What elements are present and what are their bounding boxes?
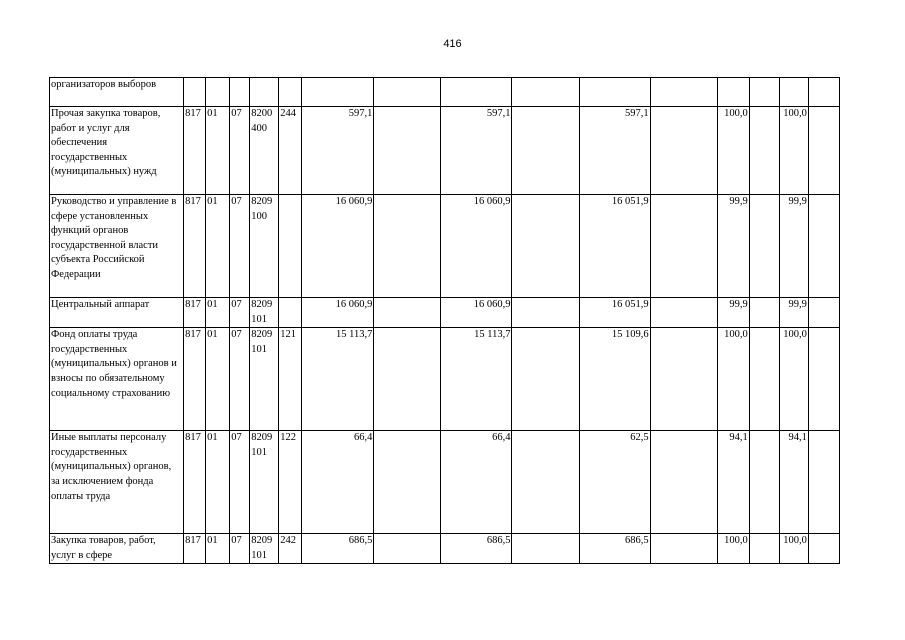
empty-cell xyxy=(650,195,717,298)
executed-amount-cell xyxy=(579,78,650,107)
empty-cell xyxy=(512,431,579,534)
empty-cell xyxy=(650,107,717,195)
section-code-cell: 01 xyxy=(206,107,230,195)
approved-amount-cell xyxy=(302,78,374,107)
percent-plan-cell: 99,9 xyxy=(779,195,808,298)
section-code-cell: 01 xyxy=(206,298,230,328)
percent-plan-cell: 100,0 xyxy=(779,328,808,431)
subsection-code-cell: 07 xyxy=(230,431,250,534)
admin-code-cell: 817 xyxy=(184,107,206,195)
expense-type-cell: 122 xyxy=(279,431,302,534)
executed-amount-cell: 686,5 xyxy=(579,534,650,564)
executed-amount-cell: 16 051,9 xyxy=(579,298,650,328)
executed-amount-cell: 597,1 xyxy=(579,107,650,195)
empty-cell xyxy=(374,534,441,564)
empty-cell xyxy=(808,534,839,564)
empty-cell xyxy=(808,195,839,298)
empty-cell xyxy=(808,107,839,195)
empty-cell xyxy=(749,78,779,107)
empty-cell xyxy=(808,431,839,534)
section-code-cell: 01 xyxy=(206,328,230,431)
expense-type-cell xyxy=(279,195,302,298)
percent-approved-cell: 99,9 xyxy=(717,298,749,328)
admin-code-cell xyxy=(184,78,206,107)
table-row xyxy=(50,534,840,564)
plan-amount-cell: 15 113,7 xyxy=(441,328,512,431)
section-code-cell: 01 xyxy=(206,195,230,298)
admin-code-cell: 817 xyxy=(184,195,206,298)
empty-cell xyxy=(512,195,579,298)
empty-cell xyxy=(374,107,441,195)
percent-plan-cell: 100,0 xyxy=(779,107,808,195)
empty-cell xyxy=(650,78,717,107)
executed-amount-cell: 62,5 xyxy=(579,431,650,534)
percent-approved-cell xyxy=(717,78,749,107)
plan-amount-cell: 16 060,9 xyxy=(441,298,512,328)
target-article-cell xyxy=(250,78,279,107)
table-row xyxy=(50,328,840,431)
section-code-cell: 01 xyxy=(206,431,230,534)
row-name-cell: Центральный аппарат xyxy=(50,298,184,328)
percent-plan-cell: 94,1 xyxy=(779,431,808,534)
table-row xyxy=(50,107,840,195)
row-name-cell: Фонд оплаты труда государственных (муниципальных) органов и взносы по обязательному социальному страхованию xyxy=(50,328,184,431)
subsection-code-cell: 07 xyxy=(230,298,250,328)
plan-amount-cell: 66,4 xyxy=(441,431,512,534)
empty-cell xyxy=(512,534,579,564)
row-name-cell: Иные выплаты персоналу государственных (муниципальных) органов, за исключением фонда оплаты труда xyxy=(50,431,184,534)
subsection-code-cell xyxy=(230,78,250,107)
empty-cell xyxy=(374,195,441,298)
page-number: 416 xyxy=(443,38,462,50)
target-article-cell: 8209 101 xyxy=(250,298,279,328)
empty-cell xyxy=(512,107,579,195)
row-name-cell: Руководство и управление в сфере установленных функций органов государственной власти субъекта Российской Федерации xyxy=(50,195,184,298)
empty-cell xyxy=(808,298,839,328)
target-article-cell: 8209 100 xyxy=(250,195,279,298)
empty-cell xyxy=(749,298,779,328)
approved-amount-cell: 16 060,9 xyxy=(302,298,374,328)
empty-cell xyxy=(650,298,717,328)
empty-cell xyxy=(374,298,441,328)
empty-cell xyxy=(512,78,579,107)
empty-cell xyxy=(512,298,579,328)
row-name-cell: организаторов выборов xyxy=(50,78,184,107)
executed-amount-cell: 16 051,9 xyxy=(579,195,650,298)
empty-cell xyxy=(749,195,779,298)
approved-amount-cell: 16 060,9 xyxy=(302,195,374,298)
percent-approved-cell: 100,0 xyxy=(717,534,749,564)
subsection-code-cell: 07 xyxy=(230,195,250,298)
target-article-cell: 8209 101 xyxy=(250,328,279,431)
subsection-code-cell: 07 xyxy=(230,534,250,564)
row-name-cell: Прочая закупка товаров, работ и услуг для обеспечения государственных (муниципальных) нужд xyxy=(50,107,184,195)
percent-approved-cell: 99,9 xyxy=(717,195,749,298)
admin-code-cell: 817 xyxy=(184,534,206,564)
expense-type-cell: 244 xyxy=(279,107,302,195)
expense-type-cell xyxy=(279,78,302,107)
approved-amount-cell: 686,5 xyxy=(302,534,374,564)
empty-cell xyxy=(374,431,441,534)
subsection-code-cell: 07 xyxy=(230,107,250,195)
empty-cell xyxy=(808,78,839,107)
target-article-cell: 8209 101 xyxy=(250,534,279,564)
section-code-cell: 01 xyxy=(206,534,230,564)
percent-plan-cell xyxy=(779,78,808,107)
empty-cell xyxy=(374,328,441,431)
approved-amount-cell: 66,4 xyxy=(302,431,374,534)
expense-type-cell xyxy=(279,298,302,328)
target-article-cell: 8209 101 xyxy=(250,431,279,534)
admin-code-cell: 817 xyxy=(184,328,206,431)
table-row xyxy=(50,431,840,534)
percent-approved-cell: 94,1 xyxy=(717,431,749,534)
empty-cell xyxy=(374,78,441,107)
admin-code-cell: 817 xyxy=(184,431,206,534)
executed-amount-cell: 15 109,6 xyxy=(579,328,650,431)
empty-cell xyxy=(749,107,779,195)
plan-amount-cell xyxy=(441,78,512,107)
admin-code-cell: 817 xyxy=(184,298,206,328)
empty-cell xyxy=(512,328,579,431)
budget-table xyxy=(49,77,840,564)
expense-type-cell: 242 xyxy=(279,534,302,564)
empty-cell xyxy=(749,534,779,564)
empty-cell xyxy=(650,431,717,534)
approved-amount-cell: 597,1 xyxy=(302,107,374,195)
subsection-code-cell: 07 xyxy=(230,328,250,431)
table-row xyxy=(50,298,840,328)
target-article-cell: 8200 400 xyxy=(250,107,279,195)
table-row xyxy=(50,78,840,107)
plan-amount-cell: 16 060,9 xyxy=(441,195,512,298)
percent-approved-cell: 100,0 xyxy=(717,328,749,431)
table-row xyxy=(50,195,840,298)
approved-amount-cell: 15 113,7 xyxy=(302,328,374,431)
row-name-cell: Закупка товаров, работ, услуг в сфере xyxy=(50,534,184,564)
percent-plan-cell: 100,0 xyxy=(779,534,808,564)
percent-plan-cell: 99,9 xyxy=(779,298,808,328)
empty-cell xyxy=(650,534,717,564)
plan-amount-cell: 597,1 xyxy=(441,107,512,195)
plan-amount-cell: 686,5 xyxy=(441,534,512,564)
empty-cell xyxy=(808,328,839,431)
section-code-cell xyxy=(206,78,230,107)
empty-cell xyxy=(650,328,717,431)
empty-cell xyxy=(749,328,779,431)
empty-cell xyxy=(749,431,779,534)
percent-approved-cell: 100,0 xyxy=(717,107,749,195)
expense-type-cell: 121 xyxy=(279,328,302,431)
